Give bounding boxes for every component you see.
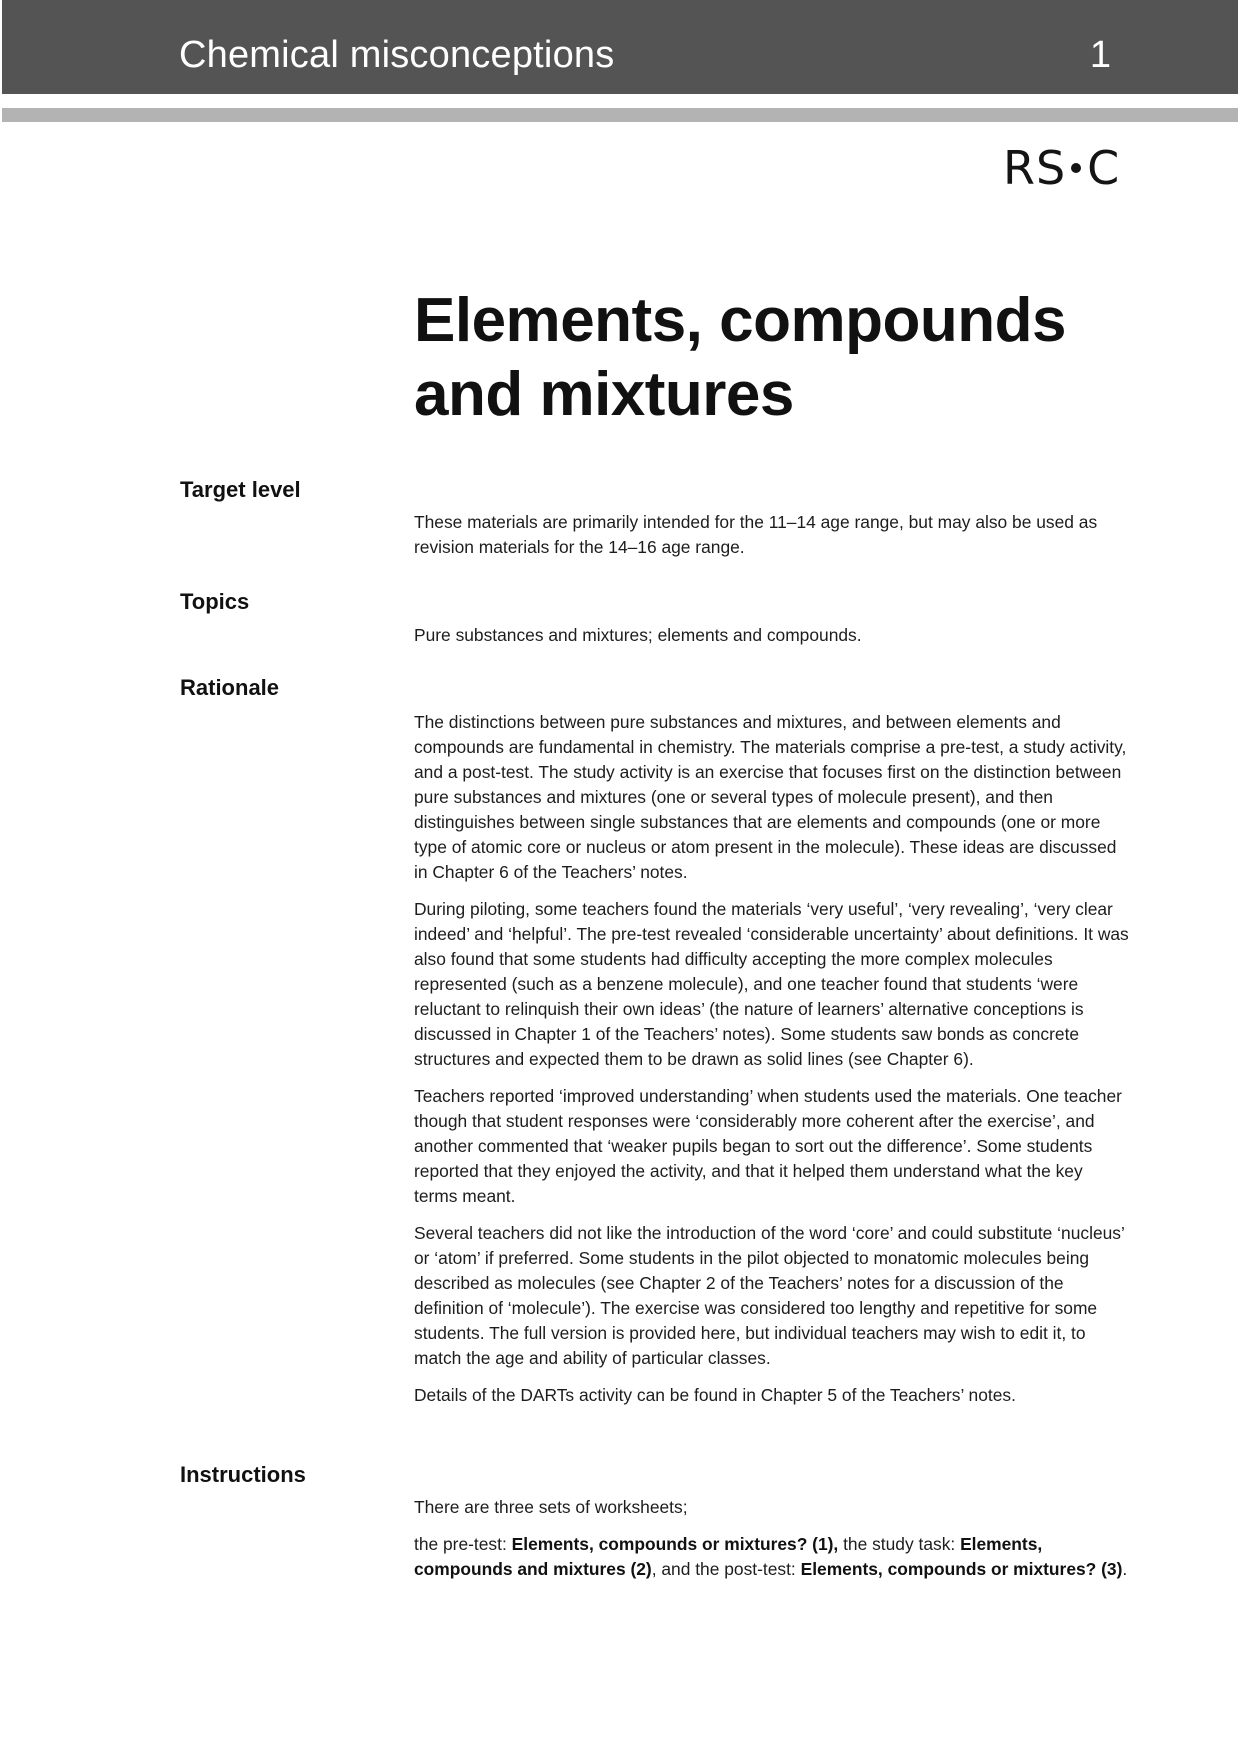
instructions-body <box>414 1495 1130 1594</box>
rationale-paragraph-2: During piloting, some teachers found the materials ‘very useful’, ‘very revealing’, ‘very clear indeed’ and ‘helpful’. The pre-test revealed ‘considerable uncertainty’ about definitions. It was also found that some students had difficulty accepting the more complex molecules represented (such as a benzene molecule), and one teacher found that students ‘were reluctant to relinquish their own ideas’ (the nature of learners’ alternative conceptions is discussed in Chapter 1 of the Teachers’ notes). Some students saw bonds as concrete structures and expected them to be drawn as solid lines (see Chapter 6). <box>414 899 1129 1069</box>
instructions-intro: There are three sets of worksheets; <box>414 1497 688 1517</box>
pre-test-title: Elements, compounds or mixtures? (1), <box>511 1534 839 1554</box>
rationale-paragraph-1: The distinctions between pure substances and mixtures, and between elements and compounds are fundamental in chemistry. The materials comprise a pre-test, a study activity, and a post-test. The study activity is an exercise that focuses first on the distinction between pure substances and mixtures (one or several types of molecule present), and then distinguishes between single substances that are elements and compounds (one or more type of atomic core or nucleus or atom present in the molecule). These ideas are discussed in Chapter 6 of the Teachers’ notes. <box>414 712 1127 882</box>
header-title: Chemical misconceptions <box>179 34 615 76</box>
target-level-text: These materials are primarily intended for the 11–14 age range, but may also be used as revision materials for the 14–16 age range. <box>414 512 1098 557</box>
topics-heading: Topics <box>180 589 250 614</box>
study-task-title: Elements, compounds and mixtures (2) <box>414 1534 1043 1579</box>
instructions-text-2: the study task: <box>838 1534 961 1554</box>
instructions-text-4: . <box>1122 1559 1128 1579</box>
header-band <box>2 0 1238 94</box>
logo-dot <box>1071 163 1081 173</box>
rationale-paragraph-4: Several teachers did not like the introduction of the word ‘core’ and could substitute ‘nucleus’ or ‘atom’ if preferred. Some students in the pilot objected to monatomic molecules being described as molecules (see Chapter 2 of the Teachers’ notes for a discussion of the definition of ‘molecule’). The exercise was considered too lengthy and repetitive for some students. The full version is provided here, but individual teachers may wish to edit it, to match the age and ability of particular classes. <box>414 1223 1125 1368</box>
page-title-line-2: and mixtures <box>414 360 794 429</box>
instructions-worksheets <box>414 1532 1130 1582</box>
rationale-body <box>414 710 1130 1420</box>
instructions-heading: Instructions <box>180 1462 306 1487</box>
rationale-paragraph-3: Teachers reported ‘improved understanding’ when students used the materials. One teacher though that student responses were ‘considerably more coherent after the exercise’, and another commented that ‘weaker pupils began to sort out the difference’. Some students reported that they enjoyed the activity, and that it helped them understand what the key terms meant. <box>414 1086 1122 1206</box>
topics-body <box>414 623 1130 660</box>
topics-text: Pure substances and mixtures; elements and compounds. <box>414 625 862 645</box>
instructions-text-1: the pre-test: <box>414 1534 512 1554</box>
rsc-logo <box>1003 140 1123 196</box>
page-title <box>414 284 1134 432</box>
post-test-title: Elements, compounds or mixtures? (3) <box>800 1559 1123 1579</box>
rationale-paragraph-5: Details of the DARTs activity can be found in Chapter 5 of the Teachers’ notes. <box>414 1385 1016 1405</box>
page-title-line-1: Elements, compounds <box>414 286 1066 355</box>
target-level-body <box>414 510 1130 572</box>
logo-text-right: C <box>1087 141 1121 195</box>
target-level-heading: Target level <box>180 477 301 502</box>
logo-text-left: RS <box>1003 141 1067 195</box>
instructions-text-3: , and the post-test: <box>651 1559 801 1579</box>
page-number: 1 <box>1089 34 1111 76</box>
header-rule <box>2 108 1238 122</box>
rationale-heading: Rationale <box>180 675 280 700</box>
